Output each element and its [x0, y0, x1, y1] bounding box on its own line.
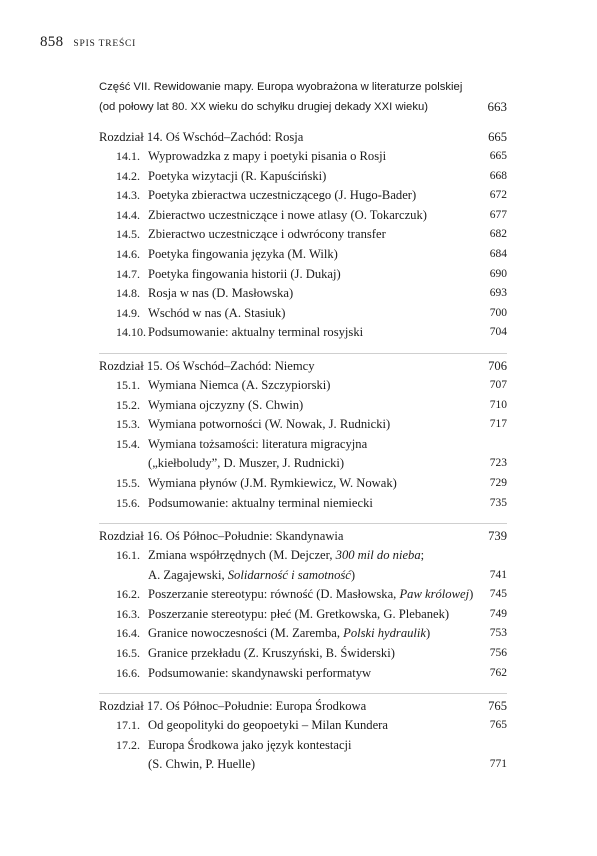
- entry-page: 729: [489, 476, 507, 489]
- chapter-title: Rozdział 14. Oś Wschód–Zachód: Rosja: [99, 130, 304, 144]
- entry-page: [477, 546, 507, 566]
- entry-title-italic: Polski hydraulik: [343, 626, 427, 641]
- part-title-line-1: Część VII. Rewidowanie mapy. Europa wyobrażona w literaturze polskiej: [99, 81, 463, 93]
- entry-number: 17.2.: [116, 737, 140, 752]
- entry-page: 710: [489, 398, 507, 411]
- entry-title: Podsumowanie: aktualny terminal rosyjski: [148, 325, 364, 340]
- chapter-page: 765: [488, 699, 507, 714]
- entry-number: 16.4.: [116, 626, 140, 641]
- entry-title: [148, 624, 477, 644]
- entry-title: Wyprowadzka z mapy i poetyki pisania o Rosji: [148, 149, 387, 163]
- entry-title: Od geopolityki do geopoetyki – Milan Kundera: [148, 718, 388, 733]
- toc-entry: [99, 435, 507, 455]
- entry-title: („kiełboludy”, D. Muszer, J. Rudnicki): [148, 456, 345, 471]
- entry-page: 753: [489, 627, 507, 640]
- entry-title-italic: 300 mil do nieba: [335, 548, 421, 563]
- entry-title: Poszerzanie stereotypu: płeć (M. Gretkowska, G. Plebanek): [148, 606, 450, 621]
- toc-entry: [99, 186, 507, 206]
- entry-page: 745: [489, 588, 507, 601]
- entry-title: Poetyka fingowania historii (J. Dukaj): [148, 266, 341, 281]
- entry-page: 690: [489, 267, 507, 280]
- entry-page: 771: [489, 758, 507, 771]
- entry-number: 14.1.: [116, 149, 140, 163]
- chapter-page: 739: [488, 529, 507, 544]
- entry-page: 717: [489, 418, 507, 431]
- entry-title: Zbieractwo uczestniczące i odwrócony transfer: [148, 227, 386, 242]
- entry-title: Europa Środkowa jako język kontestacji: [148, 737, 352, 752]
- toc-entry: [99, 546, 507, 566]
- entry-page: 668: [489, 169, 507, 182]
- entry-title-part: ;: [420, 548, 425, 563]
- entry-number: 14.10.: [116, 325, 146, 340]
- toc-entry: [99, 265, 507, 285]
- chapter-section: [99, 353, 507, 513]
- entry-title: [148, 585, 477, 605]
- chapter-heading: [99, 523, 507, 546]
- entry-page: [477, 435, 507, 455]
- toc-entry: [99, 585, 507, 605]
- entry-page: 672: [489, 189, 507, 202]
- entry-number: 15.6.: [116, 495, 140, 510]
- chapter-section: [99, 127, 507, 343]
- chapter-page: 665: [488, 130, 507, 144]
- entry-title: Poetyka fingowania języka (M. Wilk): [148, 246, 338, 261]
- running-head: [40, 34, 136, 51]
- entry-title-part: Zmiana współrzędnych (M. Dejczer,: [148, 548, 336, 563]
- toc-entry: [99, 206, 507, 226]
- entry-title-italic: Solidarność i samotność: [227, 567, 351, 582]
- toc-entry: [99, 396, 507, 416]
- entry-number: 14.4.: [116, 207, 140, 222]
- entry-title: Wymiana potworności (W. Nowak, J. Rudnicki): [148, 417, 391, 432]
- chapter-title: Rozdział 16. Oś Północ–Południe: Skandynawia: [99, 529, 344, 544]
- entry-title: Wymiana tożsamości: literatura migracyjna: [148, 436, 368, 451]
- entry-number: 15.5.: [116, 475, 140, 490]
- entry-page: 684: [489, 247, 507, 260]
- entry-title: Poetyka wizytacji (R. Kapuściński): [148, 168, 327, 183]
- toc-entry: [99, 284, 507, 304]
- entry-page: 682: [489, 228, 507, 241]
- entry-page: 749: [489, 607, 507, 620]
- entry-title-part: ): [426, 626, 431, 641]
- entry-title: Wymiana Niemca (A. Szczypiorski): [148, 377, 331, 392]
- part-title-line-2: (od połowy lat 80. XX wieku do schyłku drugiej dekady XXI wieku): [99, 101, 429, 113]
- page-number: 858: [40, 34, 64, 50]
- entry-number: 16.6.: [116, 665, 140, 680]
- chapter-heading: [99, 693, 507, 716]
- toc-entry: [99, 494, 507, 514]
- toc-entry: [99, 716, 507, 736]
- entry-number: 15.1.: [116, 377, 140, 392]
- entry-page: 700: [489, 306, 507, 319]
- entry-number: 16.5.: [116, 646, 140, 661]
- entry-title: Wymiana płynów (J.M. Rymkiewicz, W. Nowak): [148, 475, 397, 490]
- part-heading: [99, 77, 507, 117]
- entry-page: 765: [489, 719, 507, 732]
- toc-entry: [99, 624, 507, 644]
- entry-page: 741: [489, 568, 507, 581]
- entry-page: 723: [489, 457, 507, 470]
- entry-title-part: Granice nowoczesności (M. Zaremba,: [148, 626, 344, 641]
- entry-title: Zbieractwo uczestniczące i nowe atlasy (O. Tokarczuk): [148, 207, 427, 222]
- entry-number: 16.2.: [116, 587, 140, 602]
- toc-entry: [99, 664, 507, 684]
- chapter-heading: [99, 353, 507, 376]
- entry-title: (S. Chwin, P. Huelle): [148, 757, 256, 772]
- entry-title: Podsumowanie: aktualny terminal niemiecki: [148, 495, 373, 510]
- part-heading-line-1: [99, 77, 507, 97]
- entry-title-part: ): [469, 587, 474, 602]
- entry-title-part: Poszerzanie stereotypu: równość (D. Masłowska,: [148, 587, 400, 602]
- toc-entry: [99, 415, 507, 435]
- entry-number: 14.6.: [116, 246, 140, 261]
- toc-entry: [99, 147, 507, 167]
- entry-number: 14.8.: [116, 286, 140, 301]
- part-page: 663: [487, 99, 507, 114]
- entry-title: [148, 546, 477, 566]
- toc-entry: [99, 454, 507, 474]
- running-title: SPIS TREŚCI: [73, 39, 137, 49]
- entry-page: 693: [489, 287, 507, 300]
- entry-number: 14.9.: [116, 305, 140, 320]
- chapter-title: Rozdział 17. Oś Północ–Południe: Europa Środkowa: [99, 699, 367, 714]
- toc-entry: [99, 376, 507, 396]
- entry-title: Granice przekładu (Z. Kruszyński, B. Świderski): [148, 646, 395, 661]
- toc-entry: [99, 605, 507, 625]
- entry-page: 677: [489, 208, 507, 221]
- toc-entry: [99, 225, 507, 245]
- chapter-title: Rozdział 15. Oś Wschód–Zachód: Niemcy: [99, 358, 315, 373]
- entry-title: Poetyka zbieractwa uczestniczącego (J. Hugo-Bader): [148, 188, 417, 203]
- entry-number: 14.5.: [116, 227, 140, 242]
- entry-number: 16.1.: [116, 548, 140, 563]
- entry-number: 15.3.: [116, 417, 140, 432]
- entry-number: 14.7.: [116, 266, 140, 281]
- toc-entry: [99, 755, 507, 775]
- chapter-section: [99, 523, 507, 683]
- entry-page: 735: [489, 496, 507, 509]
- entry-title: [148, 566, 477, 586]
- entry-number: 15.2.: [116, 397, 140, 412]
- toc-entry: [99, 245, 507, 265]
- toc-entry: [99, 167, 507, 187]
- entry-page: [477, 736, 507, 756]
- entry-page: 756: [489, 647, 507, 660]
- entry-title-italic: Paw królowej: [399, 587, 470, 602]
- chapter-page: 706: [488, 358, 507, 373]
- entry-title-part: A. Zagajewski,: [148, 567, 228, 582]
- toc-entry: [99, 736, 507, 756]
- toc-entry: [99, 304, 507, 324]
- toc-entry: [99, 566, 507, 586]
- entry-title: Wschód w nas (A. Stasiuk): [148, 305, 286, 320]
- entry-page: 704: [489, 326, 507, 339]
- entry-page: 707: [489, 378, 507, 391]
- chapter-heading: [99, 127, 507, 147]
- entry-title: Rosja w nas (D. Masłowska): [148, 286, 294, 301]
- entry-number: 15.4.: [116, 436, 140, 451]
- chapter-section: [99, 693, 507, 775]
- entry-title: Wymiana ojczyzny (S. Chwin): [148, 397, 304, 412]
- table-of-contents: [99, 127, 507, 775]
- entry-page: 665: [489, 150, 507, 162]
- entry-title: Podsumowanie: skandynawski performatyw: [148, 665, 372, 680]
- toc-entry: [99, 644, 507, 664]
- entry-number: 16.3.: [116, 606, 140, 621]
- entry-number: 17.1.: [116, 718, 140, 733]
- toc-entry: [99, 323, 507, 343]
- entry-number: 14.3.: [116, 188, 140, 203]
- toc-entry: [99, 474, 507, 494]
- entry-page: 762: [489, 666, 507, 679]
- entry-title-part: ): [350, 567, 356, 582]
- part-heading-line-2: [99, 97, 507, 117]
- entry-number: 14.2.: [116, 168, 140, 183]
